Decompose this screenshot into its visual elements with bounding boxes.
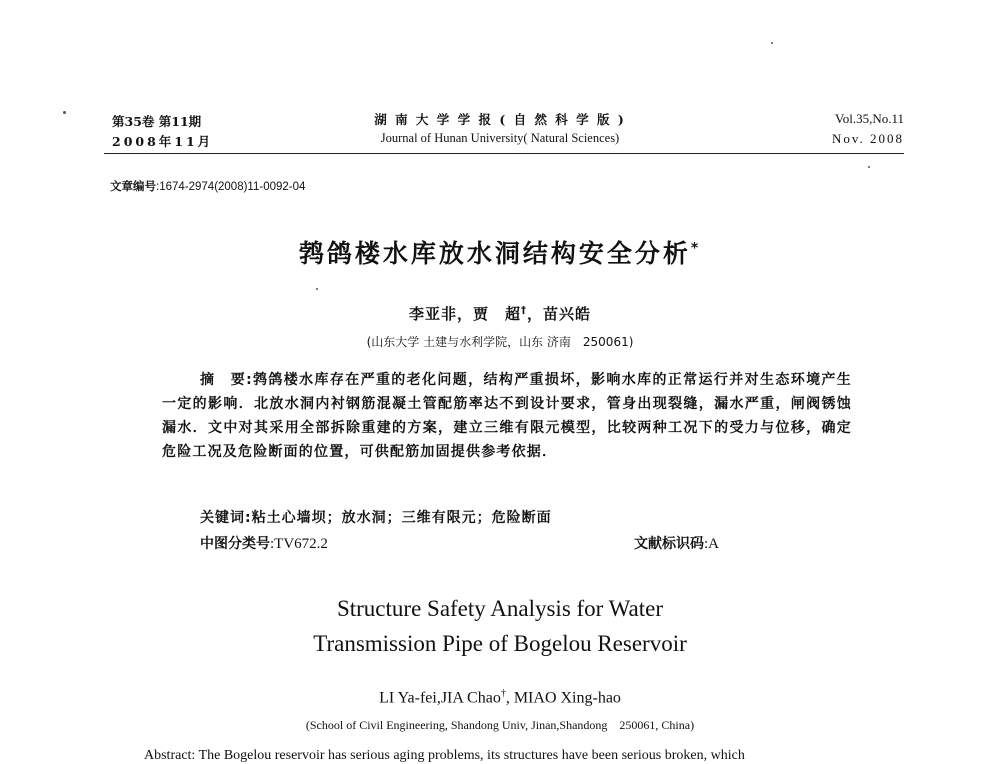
authors-en-mark: † bbox=[500, 688, 506, 699]
volume-issue-en: Vol.35,No.11 bbox=[835, 111, 904, 126]
authors-cn-mark: † bbox=[521, 305, 527, 316]
authors-cn-rest: ，苗兴皓 bbox=[527, 305, 592, 323]
classification-value: :TV672.2 bbox=[270, 536, 328, 552]
journal-name-en: Journal of Hunan University( Natural Sciences) bbox=[380, 131, 620, 145]
abstract-cn bbox=[162, 368, 852, 464]
scan-speck bbox=[316, 288, 318, 290]
title-footnote-mark: * bbox=[690, 240, 702, 257]
journal-name-cn: 湖 南 大 学 学 报 ( 自 然 科 学 版 ) bbox=[374, 112, 626, 127]
title-cn-text: 鹁鸽楼水库放水洞结构安全分析 bbox=[298, 239, 691, 268]
authors-cn-text: 李亚非，贾 超 bbox=[408, 305, 521, 323]
header-rule bbox=[104, 153, 904, 154]
classification bbox=[200, 533, 328, 553]
authors-en-rest: , MIAO Xing-hao bbox=[505, 689, 621, 707]
authors-en bbox=[0, 688, 1000, 707]
affiliation-en: (School of Civil Engineering, Shandong Univ, Jinan,Shandong 250061, China) bbox=[305, 718, 695, 732]
keywords-text: :粘土心墙坝；放水洞；三维有限元；危险断面 bbox=[245, 510, 552, 526]
abstract-cn-label: 摘 要 bbox=[200, 372, 247, 388]
date-cn: 2008年11月 bbox=[112, 134, 214, 149]
title-en-line2: Transmission Pipe of Bogelou Reservoir bbox=[313, 631, 687, 656]
scan-speck bbox=[771, 42, 773, 44]
article-id-label: 文章编号 bbox=[110, 179, 156, 193]
abstract-en-partial: Abstract: The Bogelou reservoir has serious aging problems, its structures have been serious broken, which bbox=[144, 748, 745, 763]
scan-speck bbox=[868, 166, 870, 168]
title-cn bbox=[0, 234, 1000, 270]
authors-cn bbox=[0, 303, 1000, 324]
keywords-cn bbox=[200, 507, 552, 527]
document-code-value: :A bbox=[704, 536, 719, 552]
date-en: Nov. 2008 bbox=[831, 131, 904, 146]
document-code bbox=[634, 533, 719, 553]
classification-label: 中图分类号 bbox=[200, 536, 270, 552]
article-id bbox=[110, 178, 305, 194]
authors-en-text: LI Ya-fei,JIA Chao bbox=[379, 689, 501, 707]
keywords-label: 关键词 bbox=[200, 510, 245, 526]
affiliation-cn: (山东大学 土建与水利学院，山东 济南 250061) bbox=[366, 335, 634, 349]
scan-speck bbox=[63, 111, 66, 114]
volume-issue-cn: 第35卷 第11期 bbox=[112, 114, 202, 129]
article-id-value: :1674-2974(2008)11-0092-04 bbox=[156, 181, 306, 193]
document-code-label: 文献标识码 bbox=[634, 536, 704, 552]
abstract-cn-text: :鹁鸽楼水库存在严重的老化问题，结构严重损坏，影响水库的正常运行并对生态环境产生一定的影响．北放水洞内衬钢筋混凝土管配筋率达不到设计要求，管身出现裂缝，漏水严重，闸阀锈蚀漏水．文中对其采用全部拆除重建的方案，建立三维有限元模型，比较两种工况下的受力与位移，确定危险工况及危险断面的位置，可供配筋加固提供参考依据． bbox=[162, 372, 852, 460]
title-en-line1: Structure Safety Analysis for Water bbox=[336, 596, 664, 621]
